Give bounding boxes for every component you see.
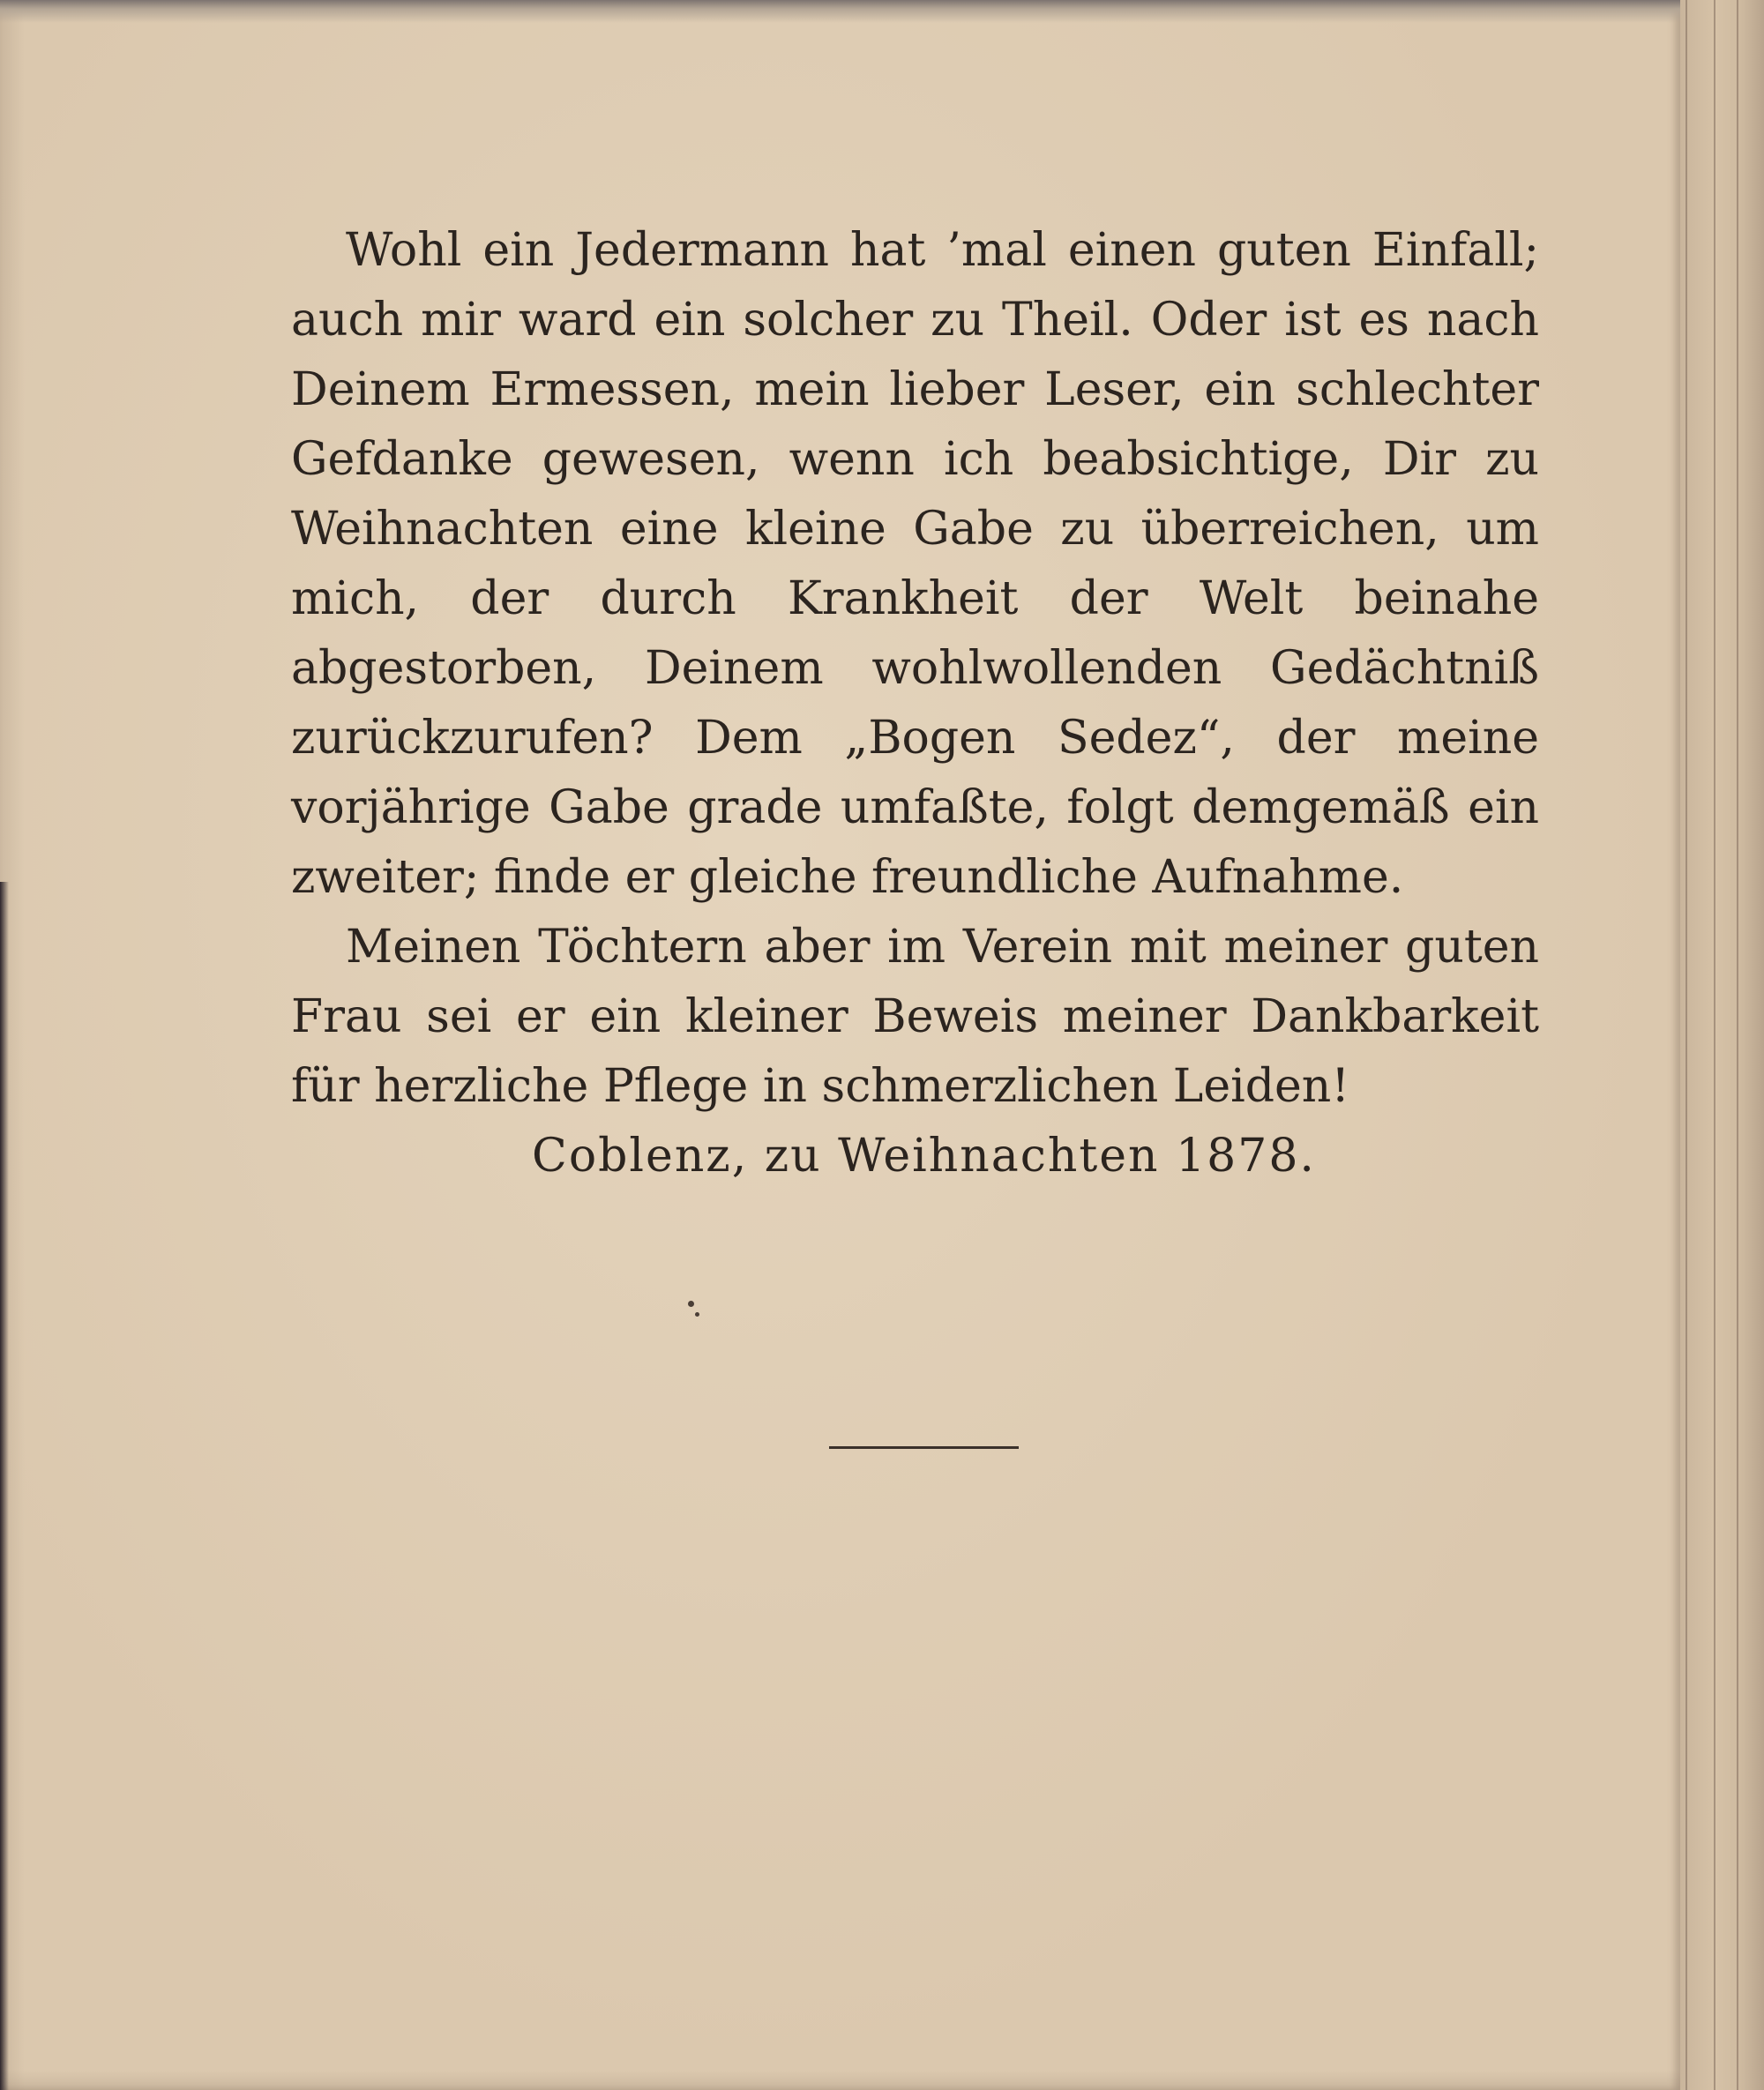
page-edge-line — [1737, 0, 1738, 2090]
page-edge-line — [1686, 0, 1687, 2090]
page-top-edge — [0, 0, 1680, 23]
ink-speck — [695, 1312, 699, 1317]
section-divider-rule — [829, 1446, 1019, 1449]
page-stack-edge — [1680, 0, 1764, 2090]
paragraph-1: Wohl ein Jedermann hat ’mal einen guten Einfall; auch mir ward ein solcher zu Theil. Oder ist es nach Deinem Ermessen, mein lieber Leser, ein schlechter Gefdanke gewesen, wenn ich beabsichtige, Dir zu Weihnachten eine kleine Gabe zu überreichen, um mich, der durch Krankheit der Welt beinahe abgestorben, Deinem wohlwollenden Gedächtniß zurückzurufen? Dem „Bogen Sedez“, der meine vorjährige Gabe grade umfaßte, folgt demgemäß ein zweiter; finde er gleiche freundliche Aufnahme. — [291, 224, 1539, 904]
binding-shadow — [0, 882, 9, 2090]
signature-line: Coblenz, zu Weihnachten 1878. — [532, 1130, 1316, 1183]
preface-text — [291, 216, 1539, 1191]
page-edge-line — [1714, 0, 1715, 2090]
ink-speck — [688, 1301, 694, 1307]
paragraph-2: Meinen Töchtern aber im Verein mit meiner guten Frau sei er ein kleiner Beweis meiner Dankbarkeit für herzliche Pflege in schmerzlichen Leiden! — [291, 921, 1539, 1113]
